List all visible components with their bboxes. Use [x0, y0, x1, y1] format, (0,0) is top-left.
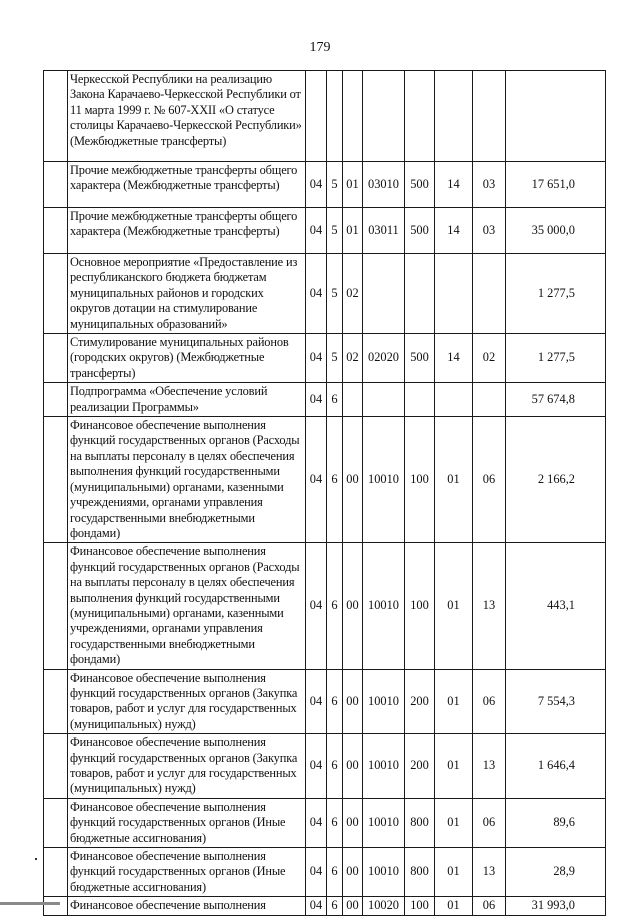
section-cell: 14	[435, 208, 473, 254]
row-number-cell	[44, 669, 68, 734]
expense-code-cell: 03011	[363, 208, 405, 254]
expense-code-cell	[363, 71, 405, 162]
program-code-cell: 04	[306, 417, 327, 543]
expense-code-cell: 10010	[363, 417, 405, 543]
subsection-cell: 03	[473, 162, 506, 208]
program-code-cell: 04	[306, 734, 327, 799]
event-code-cell: 02	[343, 334, 363, 383]
subprogram-code-cell: 6	[327, 417, 343, 543]
amount-cell: 1 277,5	[506, 334, 606, 383]
expense-type-cell	[405, 383, 435, 417]
row-name-cell: Финансовое обеспечение выполнения функций государственных органов (Расходы на выплаты персоналу в целях обеспечения выполнения функций государственными (муниципальными) органами, казенными учреждениями, органами управления государственными внебюджетными фондами)	[68, 417, 306, 543]
subprogram-code-cell: 6	[327, 734, 343, 799]
row-number-cell	[44, 417, 68, 543]
program-code-cell: 04	[306, 798, 327, 847]
table-row	[44, 543, 606, 669]
section-cell: 01	[435, 897, 473, 915]
expense-code-cell: 02020	[363, 334, 405, 383]
amount-cell	[506, 71, 606, 162]
expense-type-cell: 800	[405, 848, 435, 897]
table-row	[44, 848, 606, 897]
amount-cell: 28,9	[506, 848, 606, 897]
program-code-cell: 04	[306, 897, 327, 915]
subsection-cell	[473, 383, 506, 417]
program-code-cell: 04	[306, 543, 327, 669]
subprogram-code-cell	[327, 71, 343, 162]
subprogram-code-cell: 6	[327, 897, 343, 915]
amount-cell: 1 646,4	[506, 734, 606, 799]
subprogram-code-cell: 5	[327, 162, 343, 208]
subsection-cell: 02	[473, 334, 506, 383]
expense-code-cell: 03010	[363, 162, 405, 208]
amount-cell: 57 674,8	[506, 383, 606, 417]
row-number-cell	[44, 254, 68, 334]
table-row	[44, 334, 606, 383]
subprogram-code-cell: 6	[327, 543, 343, 669]
subsection-cell: 06	[473, 669, 506, 734]
expense-code-cell: 10020	[363, 897, 405, 915]
amount-cell: 31 993,0	[506, 897, 606, 915]
program-code-cell: 04	[306, 334, 327, 383]
table-row	[44, 734, 606, 799]
row-number-cell	[44, 897, 68, 915]
amount-cell: 2 166,2	[506, 417, 606, 543]
subprogram-code-cell: 6	[327, 798, 343, 847]
subsection-cell	[473, 71, 506, 162]
expense-type-cell: 500	[405, 162, 435, 208]
row-number-cell	[44, 848, 68, 897]
expense-code-cell: 10010	[363, 798, 405, 847]
event-code-cell	[343, 383, 363, 417]
row-number-cell	[44, 798, 68, 847]
program-code-cell: 04	[306, 669, 327, 734]
amount-cell: 89,6	[506, 798, 606, 847]
table-row	[44, 417, 606, 543]
program-code-cell: 04	[306, 162, 327, 208]
event-code-cell: 00	[343, 798, 363, 847]
table-row	[44, 383, 606, 417]
expense-type-cell: 100	[405, 543, 435, 669]
subprogram-code-cell: 5	[327, 208, 343, 254]
row-name-cell: Финансовое обеспечение выполнения функций государственных органов (Расходы на выплаты персоналу в целях обеспечения выполнения функций государственными (муниципальными) органами, казенными учреждениями, органами управления государственными внебюджетными фондами)	[68, 543, 306, 669]
subsection-cell: 13	[473, 734, 506, 799]
section-cell: 01	[435, 669, 473, 734]
expense-code-cell: 10010	[363, 848, 405, 897]
subsection-cell: 13	[473, 848, 506, 897]
section-cell: 01	[435, 543, 473, 669]
table-row	[44, 897, 606, 915]
subprogram-code-cell: 6	[327, 383, 343, 417]
subsection-cell: 13	[473, 543, 506, 669]
amount-cell: 17 651,0	[506, 162, 606, 208]
expense-type-cell: 800	[405, 798, 435, 847]
program-code-cell	[306, 71, 327, 162]
expense-code-cell: 10010	[363, 669, 405, 734]
budget-table	[43, 70, 606, 916]
table-row	[44, 162, 606, 208]
program-code-cell: 04	[306, 254, 327, 334]
subprogram-code-cell: 6	[327, 669, 343, 734]
subprogram-code-cell: 5	[327, 334, 343, 383]
table-row	[44, 71, 606, 162]
expense-code-cell	[363, 254, 405, 334]
row-number-cell	[44, 734, 68, 799]
row-name-cell: Стимулирование муниципальных районов (городских округов) (Межбюджетные трансферты)	[68, 334, 306, 383]
row-name-cell: Черкесской Республики на реализацию Закона Карачаево-Черкесской Республики от 11 марта 1999 г. № 607-XXII «О статусе столицы Карачаево-Черкесской Республики» (Межбюджетные трансферты)	[68, 71, 306, 162]
section-cell: 14	[435, 162, 473, 208]
row-name-cell: Финансовое обеспечение выполнения функций государственных органов (Закупка товаров, работ и услуг для государственных (муниципальных) нужд)	[68, 669, 306, 734]
expense-code-cell	[363, 383, 405, 417]
row-name-cell: Основное мероприятие «Предоставление из республиканского бюджета бюджетам муниципальных районов и городских округов дотации на стимулирование муниципальных образований»	[68, 254, 306, 334]
expense-type-cell	[405, 254, 435, 334]
table-row	[44, 798, 606, 847]
event-code-cell: 01	[343, 208, 363, 254]
table-row	[44, 208, 606, 254]
expense-type-cell: 100	[405, 897, 435, 915]
row-name-cell: Финансовое обеспечение выполнения	[68, 897, 306, 915]
expense-type-cell	[405, 71, 435, 162]
subprogram-code-cell: 5	[327, 254, 343, 334]
table-row	[44, 254, 606, 334]
event-code-cell: 00	[343, 897, 363, 915]
section-cell: 01	[435, 734, 473, 799]
section-cell: 01	[435, 798, 473, 847]
row-name-cell: Прочие межбюджетные трансферты общего характера (Межбюджетные трансферты)	[68, 162, 306, 208]
event-code-cell: 01	[343, 162, 363, 208]
expense-code-cell: 10010	[363, 734, 405, 799]
expense-type-cell: 200	[405, 734, 435, 799]
section-cell: 14	[435, 334, 473, 383]
program-code-cell: 04	[306, 848, 327, 897]
subsection-cell: 06	[473, 897, 506, 915]
row-number-cell	[44, 334, 68, 383]
row-number-cell	[44, 383, 68, 417]
expense-type-cell: 500	[405, 208, 435, 254]
row-number-cell	[44, 543, 68, 669]
subsection-cell: 06	[473, 798, 506, 847]
section-cell: 01	[435, 848, 473, 897]
section-cell	[435, 383, 473, 417]
amount-cell: 35 000,0	[506, 208, 606, 254]
section-cell	[435, 71, 473, 162]
page-number: 179	[309, 40, 331, 55]
row-number-cell	[44, 208, 68, 254]
program-code-cell: 04	[306, 383, 327, 417]
row-name-cell: Финансовое обеспечение выполнения функций государственных органов (Иные бюджетные ассигнования)	[68, 848, 306, 897]
event-code-cell: 00	[343, 734, 363, 799]
scan-dot	[35, 858, 37, 860]
row-name-cell: Финансовое обеспечение выполнения функций государственных органов (Закупка товаров, работ и услуг для государственных (муниципальных) нужд)	[68, 734, 306, 799]
row-name-cell: Подпрограмма «Обеспечение условий реализации Программы»	[68, 383, 306, 417]
expense-code-cell: 10010	[363, 543, 405, 669]
event-code-cell: 00	[343, 848, 363, 897]
amount-cell: 443,1	[506, 543, 606, 669]
section-cell	[435, 254, 473, 334]
row-name-cell: Финансовое обеспечение выполнения функций государственных органов (Иные бюджетные ассигнования)	[68, 798, 306, 847]
event-code-cell: 00	[343, 669, 363, 734]
expense-type-cell: 500	[405, 334, 435, 383]
program-code-cell: 04	[306, 208, 327, 254]
amount-cell: 1 277,5	[506, 254, 606, 334]
event-code-cell: 00	[343, 543, 363, 669]
subsection-cell: 06	[473, 417, 506, 543]
subsection-cell	[473, 254, 506, 334]
expense-type-cell: 200	[405, 669, 435, 734]
subprogram-code-cell: 6	[327, 848, 343, 897]
row-number-cell	[44, 71, 68, 162]
event-code-cell	[343, 71, 363, 162]
row-number-cell	[44, 162, 68, 208]
table-body	[44, 71, 606, 916]
event-code-cell: 00	[343, 417, 363, 543]
row-name-cell: Прочие межбюджетные трансферты общего характера (Межбюджетные трансферты)	[68, 208, 306, 254]
table-row	[44, 669, 606, 734]
expense-type-cell: 100	[405, 417, 435, 543]
section-cell: 01	[435, 417, 473, 543]
subsection-cell: 03	[473, 208, 506, 254]
amount-cell: 7 554,3	[506, 669, 606, 734]
event-code-cell: 02	[343, 254, 363, 334]
